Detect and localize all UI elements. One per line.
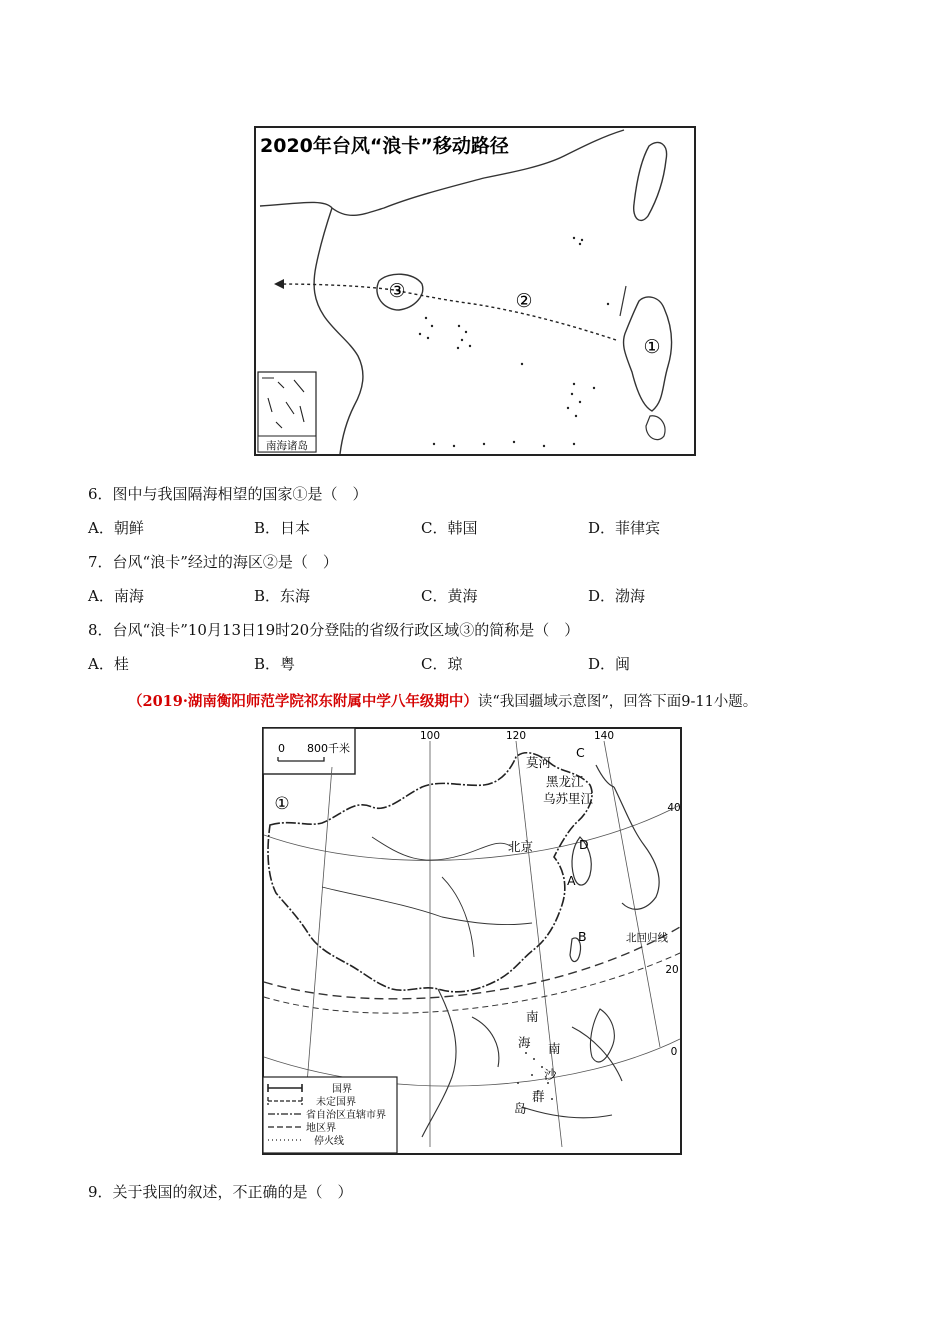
question-8-stem: 8．台风“浪卡”10月13日19时20分登陆的省级行政区域③的简称是（ ） [88,621,580,639]
legend-item-5: 停火线 [314,1136,344,1147]
q6-option-d[interactable]: D．菲律宾 [588,519,661,537]
lat-0: 0 [670,1046,678,1058]
inset-label: 南海诸岛 [266,440,308,452]
q8-option-b[interactable]: B．粤 [254,655,296,673]
source-tag: （2019·湖南衡阳师范学院祁东附属中学八年级期中） [128,693,478,710]
legend-item-4: 地区界 [306,1123,336,1134]
territory-map [262,727,682,1155]
q8-option-a[interactable]: A．桂 [88,655,129,673]
question-7-stem: 7．台风“浪卡”经过的海区②是（ ） [88,553,338,571]
marker-3: ③ [388,280,406,302]
q6-option-b[interactable]: B．日本 [254,519,311,537]
lon-100: 100 [419,730,441,742]
typhoon-path-map [254,126,696,456]
q6-option-a[interactable]: A．朝鲜 [88,519,144,537]
legend-item-2: 未定国界 [316,1097,356,1108]
scale-label: 0 800千米 [278,742,350,755]
q8-option-c[interactable]: C．琼 [421,655,463,673]
islands-char-2: 沙 [544,1067,557,1082]
circle-1: ① [274,794,290,814]
beijing-label: 北京 [508,839,534,854]
question-9-stem: 9．关于我国的叙述，不正确的是（ ） [88,1183,353,1201]
q7-option-b[interactable]: B．东海 [254,587,311,605]
q7-option-a[interactable]: A．南海 [88,587,144,605]
islands-char-1: 南 [548,1041,561,1056]
q7-option-c[interactable]: C．黄海 [421,587,478,605]
legend-item-3: 省自治区直辖市界 [306,1110,386,1121]
label-a: A [567,873,576,888]
islands-char-4: 岛 [514,1101,527,1116]
heilongjiang-label: 黑龙江 [546,774,584,789]
marker-1: ① [643,336,661,358]
question-6-stem: 6．图中与我国隔海相望的国家①是（ ） [88,485,368,503]
islands-char-3: 群 [532,1089,545,1104]
lat-20: 20 [665,964,679,976]
sea-char-2: 海 [518,1035,531,1050]
q7-option-d[interactable]: D．渤海 [588,587,646,605]
q8-option-d[interactable]: D．闽 [588,655,631,673]
mohe-label: 莫河 [526,755,552,770]
lon-120: 120 [505,730,527,742]
map-title: 2020年台风“浪卡”移动路径 [260,135,509,157]
south-sea-inset [258,372,316,452]
legend-item-1: 国界 [332,1084,352,1095]
marker-2: ② [515,290,533,312]
source-line [128,690,757,711]
label-b: B [578,929,587,944]
wusuli-label: 乌苏里江 [543,791,594,806]
label-c: C [576,745,585,760]
lat-40: 40 [667,802,681,814]
tropic-label: 北回归线 [626,932,668,944]
sea-char-1: 南 [526,1009,539,1024]
q6-option-c[interactable]: C．韩国 [421,519,478,537]
lon-140: 140 [593,730,615,742]
label-d: D [579,837,589,852]
map-legend [263,1077,397,1153]
source-text: 读“我国疆域示意图”，回答下面9-11小题。 [477,694,758,710]
